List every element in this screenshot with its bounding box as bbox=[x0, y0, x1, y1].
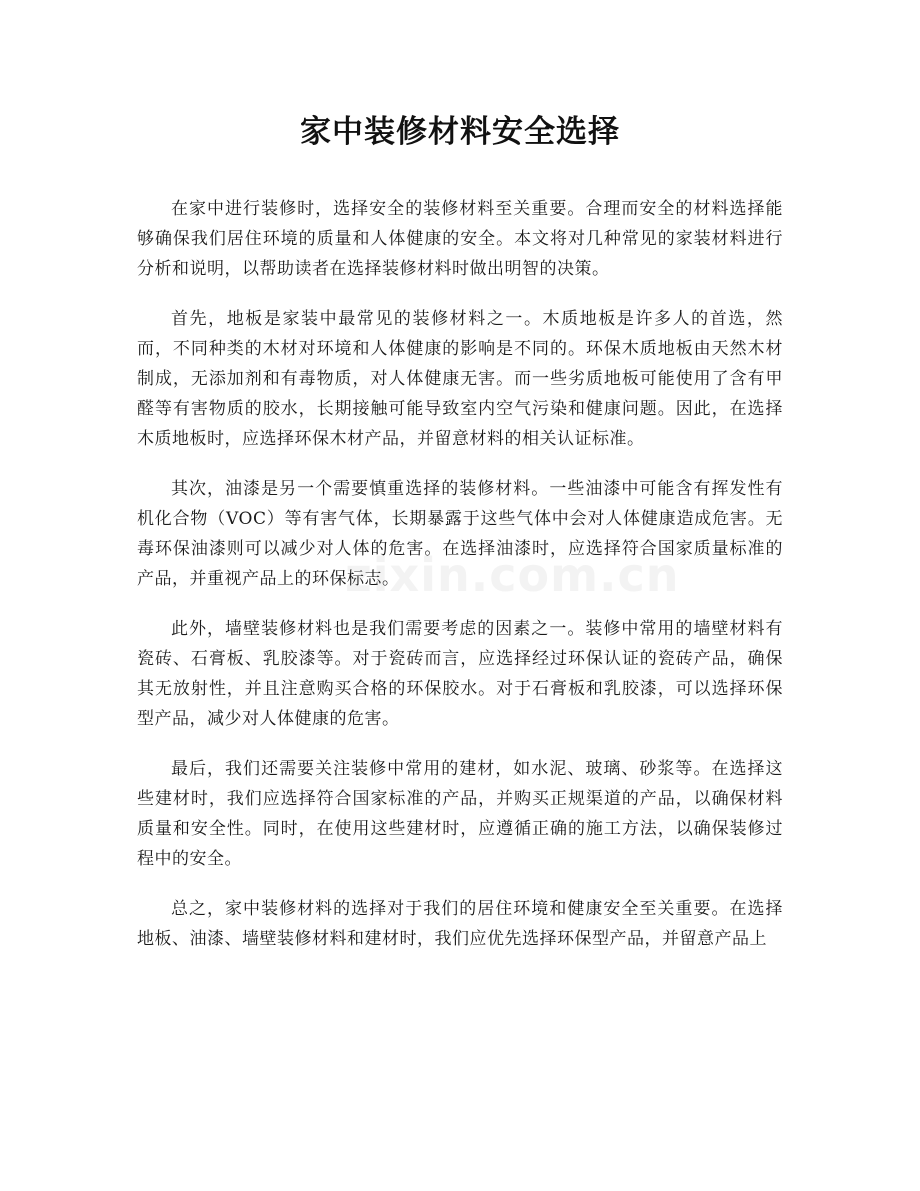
paragraph-paint: 其次，油漆是另一个需要慎重选择的装修材料。一些油漆中可能含有挥发性有机化合物（VOC）等有害气体，长期暴露于这些气体中会对人体健康造成危害。无毒环保油漆则可以减少对人体的危害。在选择油漆时，应选择符合国家质量标准的产品，并重视产品上的环保标志。 bbox=[137, 479, 783, 589]
document-title: 家中装修材料安全选择 bbox=[300, 114, 620, 150]
paragraph-intro: 在家中进行装修时，选择安全的装修材料至关重要。合理而安全的材料选择能够确保我们居住环境的质量和人体健康的安全。本文将对几种常见的家装材料进行分析和说明，以帮助读者在选择装修材料时做出明智的决策。 bbox=[137, 199, 783, 279]
paragraph-wall-materials: 此外，墙壁装修材料也是我们需要考虑的因素之一。装修中常用的墙壁材料有瓷砖、石膏板、乳胶漆等。对于瓷砖而言，应选择经过环保认证的瓷砖产品，确保其无放射性，并且注意购买合格的环保胶水。对于石膏板和乳胶漆，可以选择环保型产品，减少对人体健康的危害。 bbox=[137, 619, 783, 729]
watermark: zixin.com.cn bbox=[345, 548, 680, 602]
paragraph-building-materials: 最后，我们还需要关注装修中常用的建材，如水泥、玻璃、砂浆等。在选择这些建材时，我们应选择符合国家标准的产品，并购买正规渠道的产品，以确保材料质量和安全性。同时，在使用这些建材时，应遵循正确的施工方法，以确保装修过程中的安全。 bbox=[137, 759, 783, 869]
paragraph-conclusion: 总之，家中装修材料的选择对于我们的居住环境和健康安全至关重要。在选择地板、油漆、墙壁装修材料和建材时，我们应优先选择环保型产品，并留意产品上 bbox=[137, 899, 783, 949]
paragraph-flooring: 首先，地板是家装中最常见的装修材料之一。木质地板是许多人的首选，然而，不同种类的木材对环境和人体健康的影响是不同的。环保木质地板由天然木材制成，无添加剂和有毒物质，对人体健康无害。而一些劣质地板可能使用了含有甲醛等有害物质的胶水，长期接触可能导致室内空气污染和健康问题。因此，在选择木质地板时，应选择环保木材产品，并留意材料的相关认证标准。 bbox=[137, 309, 783, 449]
